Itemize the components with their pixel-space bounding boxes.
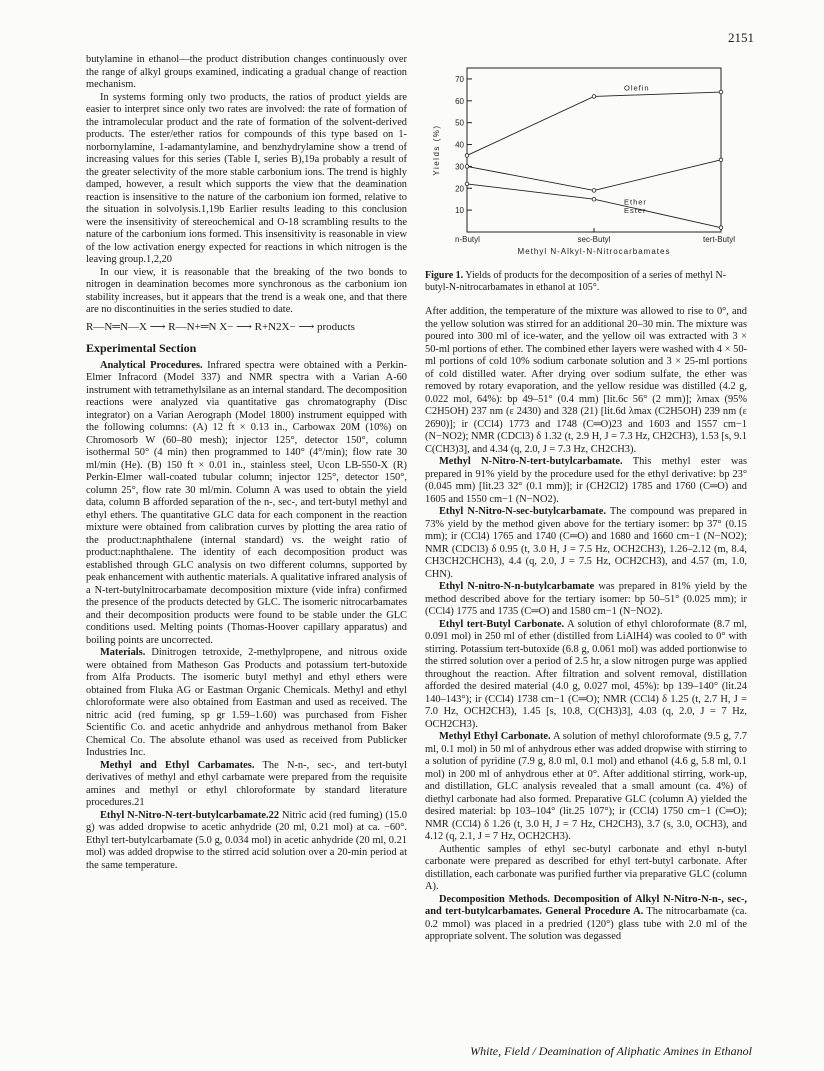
paragraph: Ethyl N-Nitro-N-sec-butylcarbamate. The compound was prepared in 73% yield by the method given above for the tertiary isomer: bp 37° (0.15 mm); ir (CCl4) 1765 and 1740 (C═O) and 1680 and 1660 cm−1 (N−NO2); NMR (CDCl3) δ 0.95 (t, 3.0 H, J = 7.5 Hz, OCH2CH3), 1.26–2.12 (m, 8.4, CH3CH2CHCH3), 4.4 (q, 2.0, J = 7.5 Hz, OCH2CH3), and 4.57 (m, 1.0, CHN). [425,506,748,580]
paragraph: In systems forming only two products, the ratios of product yields are easier to interpret since only two rates are involved: the rate of formation of the intramolecular product and the rate of formation of the solvent-derived products. The ester/ether ratios for compounds of this type based on 1-norbornylamine, 1-adamantylamine, and benzhydrylamine show a trend of increasing values for this series (Table I, series B),19a probably a result of the greater selectivity of the more stable carbonium ions. The trend is highly damped, however, a result which supports the view that the deamination reaction is insensitive to the nature of the carbonium ion formed, relative to the situation in solvolysis.1,19b Earlier results leading to this conclusion were the insensitivity of stereochemical and O-18 scrambling results to the nature of the carbonium ions formed. This insensitivity is reasonable in view of the low activation energy expected for reactions in which nitrogen is the leaving group.1,2,20 [86,91,407,265]
paragraph: Ethyl N-Nitro-N-tert-butylcarbamate.22 Nitric acid (red fuming) (15.0 g) was added dropwise to acetic anhydride (20 ml, 0.21 mol) at ca. −60°. Ethyl tert-butylcarbamate (5.0 g, 0.034 mol) in acetic anhydride (20 ml, 0.21 mol) was added dropwise to the stirred acid solution over a 20-min period at the same temperature. [86,809,407,871]
running-footer: White, Field / Deamination of Aliphatic Amines in Ethanol [470,1044,752,1058]
series-label-ether: Ether [624,197,647,207]
paragraph: Methyl N-Nitro-N-tert-butylcarbamate. This methyl ester was prepared in 91% yield by the procedure used for the ethyl derivative: bp 23° (0.045 mm) [lit.23 32° (0.1 mm)]; ir (CH2Cl2) 1785 and 1760 (C═O) and 1605 and 1550 cm−1 (N−NO2). [425,456,747,505]
data-point [592,197,596,201]
plot-frame [467,68,721,232]
yield-chart [425,62,747,267]
paragraph-head: Ethyl tert-Butyl Carbonate. [439,618,565,630]
y-tick-label: 30 [455,162,464,172]
data-point [465,165,469,169]
data-point [465,182,469,186]
paragraph-head: Methyl N-Nitro-N-tert-butylcarbamate. [439,456,623,467]
y-tick-label: 70 [455,74,464,84]
paragraph-head: Ethyl N-nitro-N-n-butylcarbamate [439,581,595,592]
y-tick-label: 10 [455,206,464,216]
y-axis-label: Yields (%) [432,124,441,176]
data-point [719,158,723,162]
paragraph: Decomposition Methods. Decomposition of Alkyl N-Nitro-N-n-, sec-, and tert-butylcarbamates. General Procedure A. The nitrocarbamate (ca. 0.2 mmol) was placed in a predried (120°) glass tube with 2.0 ml of the appropriate solvent. The solution was degassed [425,893,747,942]
paragraph: Authentic samples of ethyl sec-butyl carbonate and ethyl n-butyl carbonate were prepared as described for ethyl tert-butyl carbonate. After distillation, each carbonate was purified further via preparative GLC (column A). [425,843,747,892]
data-point [592,189,596,193]
paragraph: Ethyl tert-Butyl Carbonate. A solution of ethyl chloroformate (8.7 ml, 0.091 mol) in 250 ml of ether (distilled from LiAlH4) was cooled to 0° with stirring. Potassium tert-butoxide (6.8 g, 0.061 mol) was added portionwise to the stirred solution over a period of 2.5 hr, a slow nitrogen purge was applied throughout the reaction. After filtration and solvent removal, distillation afforded the desired material (4.0 g, 0.027 mol, 45%): bp 139–140° (lit.24 140–143°); ir (CCl4) 1738 cm−1 (C═O); NMR (CCl4) δ 1.25 (t, 2.7 H, J = 7.0 Hz, OCH2CH3), 1.45 [s, 10.8, C(CH3)3], 4.03 (q, 2.0, J = 7 Hz, OCH2CH3). [425,618,747,730]
paragraph: butylamine in ethanol—the product distribution changes continuously over the range of alkyl groups examined, indicating a gradual change of reaction mechanism. [86,54,407,90]
data-point [592,95,596,99]
paragraph-head: Ethyl N-Nitro-N-tert-butylcarbamate.22 [100,809,280,821]
x-tick-label: tert-Butyl [702,235,735,244]
left-column [86,54,407,872]
right-column [425,306,747,944]
series-label-ester: Ester [624,206,647,216]
x-tick-label: sec-Butyl [577,235,611,244]
paragraph: Ethyl N-nitro-N-n-butylcarbamate was prepared in 81% yield by the method described above for the tertiary isomer: bp 50–51° (0.025 mm); ir (CCl4) 1775 and 1735 (C═O) and 1580 cm−1 (N−NO2). [425,581,747,617]
paragraph: Analytical Procedures. Infrared spectra were obtained with a Perkin-Elmer Infracord (Model 337) and NMR spectra with a Varian A-60 instrument with tetramethylsilane as an internal standard. The decomposition reactions were analyzed via quantitative gas chromatography (Disc integrator) on a Varian Aerograph (Model 1800) instrument equipped with the following columns: (A) 12 ft × 0.13 in., Carbowax 20M (10%) on Chromosorb W (60–80 mesh); injector 125°, detector 150°, column isothermal 50° (4 min) then programmed to 140° (4°/min); flow rate 30 ml/min (He). (B) 150 ft × 0.01 in., stainless steel, Ucon LB-550-X (R) Perkin-Elmer wall-coated tubular column; injector 125°, detector 150°, column 25°, flow rate 30 ml/min. Column A was used to obtain the yield data, column B afforded separation of the n-, sec-, and tert-butyl methyl and ethyl ethers. The quantitative GLC data for each component in the reaction mixture were obtained from calibration curves by plotting the area ratio of the product:naphthalene (internal standard) vs. the weight ratio of product:naphthalene. The identity of each decomposition product was established through GLC analysis on two different columns, supported by peak enhancement with authentic materials. A qualitative infrared analysis of a N-tert-butylnitrocarbamate decomposition mixture (vide infra) confirmed the presence of the products detected by GLC. The isomeric nitrocarbamates and their decomposition products were found to be stable under the GLC conditions used. Melting points (Thomas-Hoover capillary apparatus) and boiling points are uncorrected. [86,359,408,646]
paragraph-head: Analytical Procedures. [100,359,203,371]
series-line-olefin [467,92,721,155]
page-number: 2151 [728,30,754,45]
series-line-ether [467,160,721,191]
figure-caption [425,270,745,294]
paragraph: After addition, the temperature of the mixture was allowed to rise to 0°, and the yellow solution was stirred for an additional 20–30 min. The mixture was poured into 300 ml of ice-water, and the yellow oil was extracted with 3 × 50-ml portions of ether. The combined ether layers were washed with 4 × 50-ml portions of cold 10% sodium carbonate solution and 3 × 25-ml portions of cold distilled water. After drying over sodium sulfate, the ether was removed by rotary evaporation, and the yellow residue was distilled (4.2 g, 0.022 mol, 64%): bp 49–51° (0.4 mm) [lit.6c 56° (2 mm)]; λmax (95% C2H5OH) 237 nm (ε 2430) and 328 (21) [lit.6d λmax (C2H5OH) 239 nm (ε 2690)]; ir (CCl4) 1773 and 1748 (C═O)23 and 1603 and 1557 cm−1 (N−NO2); NMR (CDCl3) δ 1.32 (t, 2.9 H, J = 7.3 Hz, CH2CH3), 1.53 [s, 9.1 C(CH3)3], and 4.34 (q, 2.0, J = 7.3 Hz, CH2CH3). [425,306,747,455]
series-label-olefin: Olefin [624,83,650,93]
x-axis-label: Methyl N-Alkyl-N-Nitrocarbamates [517,247,671,256]
figure-1 [425,62,747,282]
x-tick-label: n-Butyl [455,235,480,244]
paragraph: Methyl Ethyl Carbonate. A solution of methyl chloroformate (9.5 g, 7.7 ml, 0.1 mol) in 50 ml of anhydrous ether was added dropwise with stirring to a solution of pyridine (7.9 g, 8.0 ml, 0.1 mol) and ethanol (4.6 g, 5.8 ml, 0.1 mol) in 200 ml of anhydrous ether at 0°. After additional stirring, work-up, and distillation, GLC analysis revealed that a small amount (ca. 4%) of diethyl carbonate had also formed. Preparative GLC (column A) yielded the desired material: bp 103–104° (lit.25 107°); ir (CCl4) 1750 cm−1 (C═O); NMR (CCl4) δ 1.26 (t, 3.0 H, J = 7 Hz, CH2CH3), 3.7 (s, 3.0, OCH3), and 4.12 (q, 2.1, J = 7 Hz, OCH2CH3). [425,731,747,842]
caption-text: Yields of products for the decomposition of a series of methyl N-butyl-N-nitrocarbamates in ethanol at 105°. [425,270,727,293]
paragraph-head: Decomposition Methods. Decomposition of Alkyl N-Nitro-N-n-, sec-, and tert-butylcarbamates. General Procedure A. [425,893,747,917]
paragraph-head: Ethyl N-Nitro-N-sec-butylcarbamate. [439,506,606,517]
data-point [719,90,723,94]
paragraph-head: Methyl and Ethyl Carbamates. [100,759,255,771]
paragraph-head: Methyl Ethyl Carbonate. [439,731,551,742]
data-point [719,226,723,230]
section-heading: Experimental Section [86,341,197,355]
paragraph: In our view, it is reasonable that the breaking of the two bonds to nitrogen in deamination becomes more synchronous as the carbonium ion stability increases, but it appears that the trend is a weak one, and that there are no discontinuities in the series studied to date. [86,266,407,315]
caption-label: Figure 1. [425,270,464,281]
y-tick-label: 50 [455,118,464,128]
paragraph-head: Materials. [100,647,146,658]
data-point [465,154,469,158]
paragraph: Methyl and Ethyl Carbamates. The N-n-, sec-, and tert-butyl derivatives of methyl and ethyl carbamate were prepared from the requisite amines and methyl or ethyl chloroformate by standard literature procedures.21 [86,759,408,808]
y-tick-label: 20 [455,184,464,194]
reaction-equation: R—N═N—X ⟶ R—N+═N X− ⟶ R+N2X− ⟶ products [86,320,355,333]
y-tick-label: 40 [455,140,464,150]
paragraph: Materials. Dinitrogen tetroxide, 2-methylpropene, and nitrous oxide were obtained from Matheson Gas Products and potassium tert-butoxide from Alfa Products. The isomeric butyl methyl and ethyl ethers were obtained from Fluka AG or Eastman Organic Chemicals. Methyl and ethyl chloroformate were also obtained from Eastman and used as received. The nitric acid (red fuming, sp gr 1.59–1.60) was purchased from Fisher Scientific Co. and acetic anhydride and anhydrous methanol from Baker Chemical Co. The absolute ethanol was used as received from Publicker Industries Inc. [86,647,407,758]
y-tick-label: 60 [455,96,464,106]
